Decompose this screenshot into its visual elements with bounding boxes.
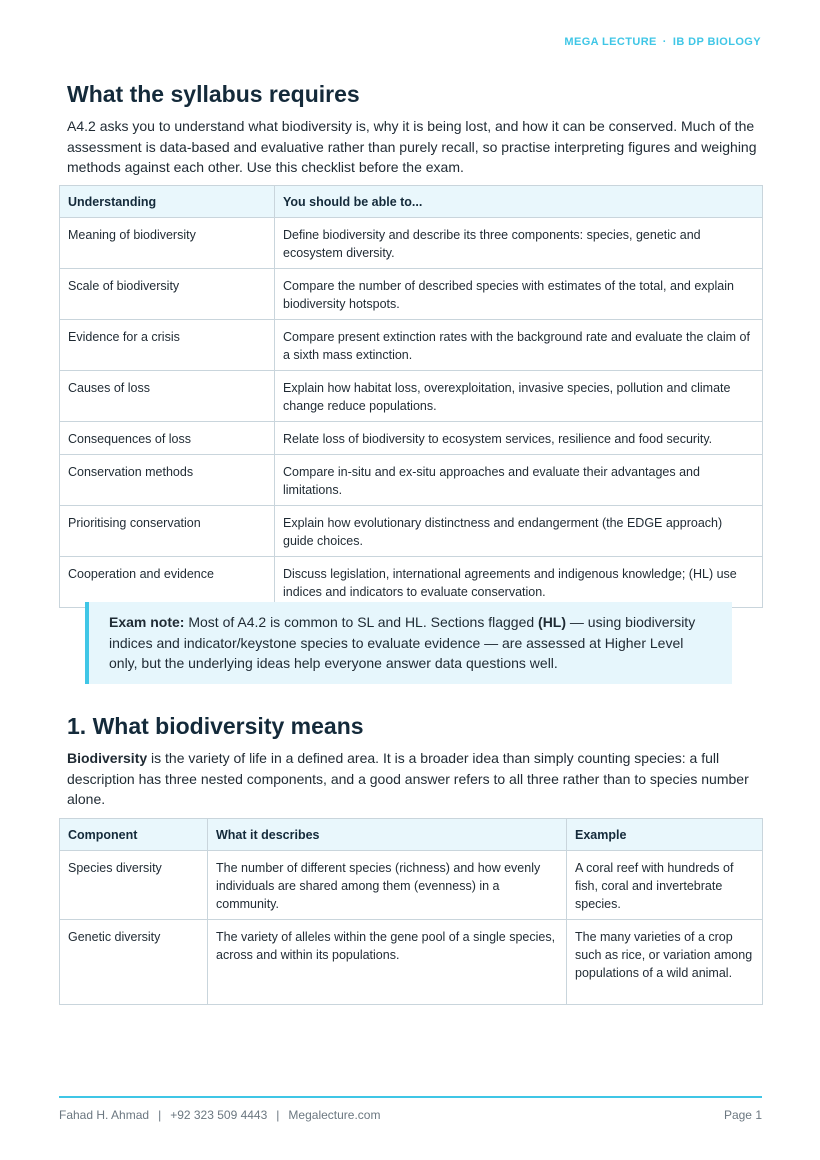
table-row	[60, 218, 763, 269]
key-term: Biodiversity	[67, 750, 148, 766]
section-intro	[67, 748, 762, 810]
footer	[59, 1108, 762, 1122]
column-header: What it describes	[208, 819, 567, 851]
table-row	[60, 506, 763, 557]
table-header-row	[60, 819, 763, 851]
components-table	[59, 818, 763, 1005]
table-cell: Causes of loss	[60, 371, 275, 422]
column-header: Understanding	[60, 186, 275, 218]
table-cell: Cooperation and evidence	[60, 557, 275, 608]
hl-flag: (HL)	[538, 614, 567, 630]
syllabus-table	[59, 185, 763, 608]
column-header: You should be able to...	[275, 186, 763, 218]
column-header: Component	[60, 819, 208, 851]
footer-author: Fahad H. Ahmad	[59, 1108, 150, 1122]
table-cell: Species diversity	[60, 851, 208, 920]
table-cell: Genetic diversity	[60, 920, 208, 1005]
exam-note	[85, 602, 732, 684]
table-cell: The variety of alleles within the gene pool of a single species, across and within its populations.	[208, 920, 567, 1005]
footer-phone: +92 323 509 4443	[170, 1108, 268, 1122]
subject-name: IB DP BIOLOGY	[672, 36, 761, 48]
table-cell: A coral reef with hundreds of fish, coral and invertebrate species.	[567, 851, 763, 920]
footer-divider-pipe: |	[276, 1108, 280, 1122]
exam-note-text: Most of A4.2 is common to SL and HL. Sections flagged	[184, 614, 539, 630]
exam-note-text: — using biodiversity indices and indicator/keystone species to evaluate evidence — are assessed at Higher Level only, but the underlying ideas help everyone answer data questions well.	[109, 614, 696, 671]
section-title: 1. What biodiversity means	[67, 713, 364, 739]
table-cell: Evidence for a crisis	[60, 320, 275, 371]
table-row	[60, 422, 763, 455]
column-header: Example	[567, 819, 763, 851]
footer-divider	[59, 1096, 762, 1098]
page-number: Page 1	[723, 1108, 762, 1122]
table-cell: Compare the number of described species with estimates of the total, and explain biodiversity hotspots.	[275, 269, 763, 320]
footer-divider-pipe: |	[158, 1108, 162, 1122]
section-intro-text: is the variety of life in a defined area. It is a broader idea than simply counting species: a full description has three nested components, and a good answer refers to all three rather than to species number alone.	[67, 750, 749, 807]
header-brand	[564, 36, 761, 48]
table-row	[60, 371, 763, 422]
table-row	[60, 920, 763, 1005]
table-row	[60, 320, 763, 371]
brand-name: MEGA LECTURE	[564, 36, 657, 48]
syllabus-intro: A4.2 asks you to understand what biodiversity is, why it is being lost, and how it can be conserved. Much of the assessment is data-based and evaluative rather than purely recall, so practise interpreting figures and weighing methods against each other. Use this checklist before the exam.	[67, 118, 757, 175]
table-cell: Scale of biodiversity	[60, 269, 275, 320]
syllabus-title: What the syllabus requires	[67, 81, 360, 107]
footer-site: Megalecture.com	[288, 1108, 381, 1122]
table-cell: The number of different species (richness) and how evenly individuals are shared among them (evenness) in a community.	[208, 851, 567, 920]
table-cell: Define biodiversity and describe its three components: species, genetic and ecosystem diversity.	[275, 218, 763, 269]
table-cell: Consequences of loss	[60, 422, 275, 455]
table-cell: The many varieties of a crop such as rice, or variation among populations of a wild animal.	[567, 920, 763, 1005]
table-row	[60, 269, 763, 320]
table-cell: Conservation methods	[60, 455, 275, 506]
exam-note-label: Exam note:	[109, 614, 185, 630]
table-row	[60, 557, 763, 608]
table-row	[60, 851, 763, 920]
table-cell: Explain how evolutionary distinctness and endangerment (the EDGE approach) guide choices.	[275, 506, 763, 557]
table-cell: Explain how habitat loss, overexploitation, invasive species, pollution and climate change reduce populations.	[275, 371, 763, 422]
header-separator: ·	[662, 36, 667, 48]
table-cell: Compare present extinction rates with the background rate and evaluate the claim of a sixth mass extinction.	[275, 320, 763, 371]
table-cell: Prioritising conservation	[60, 506, 275, 557]
table-cell: Compare in-situ and ex-situ approaches and evaluate their advantages and limitations.	[275, 455, 763, 506]
table-cell: Relate loss of biodiversity to ecosystem services, resilience and food security.	[275, 422, 763, 455]
table-cell: Discuss legislation, international agreements and indigenous knowledge; (HL) use indices and indicators to evaluate conservation.	[275, 557, 763, 608]
table-cell: Meaning of biodiversity	[60, 218, 275, 269]
table-header-row	[60, 186, 763, 218]
table-row	[60, 455, 763, 506]
